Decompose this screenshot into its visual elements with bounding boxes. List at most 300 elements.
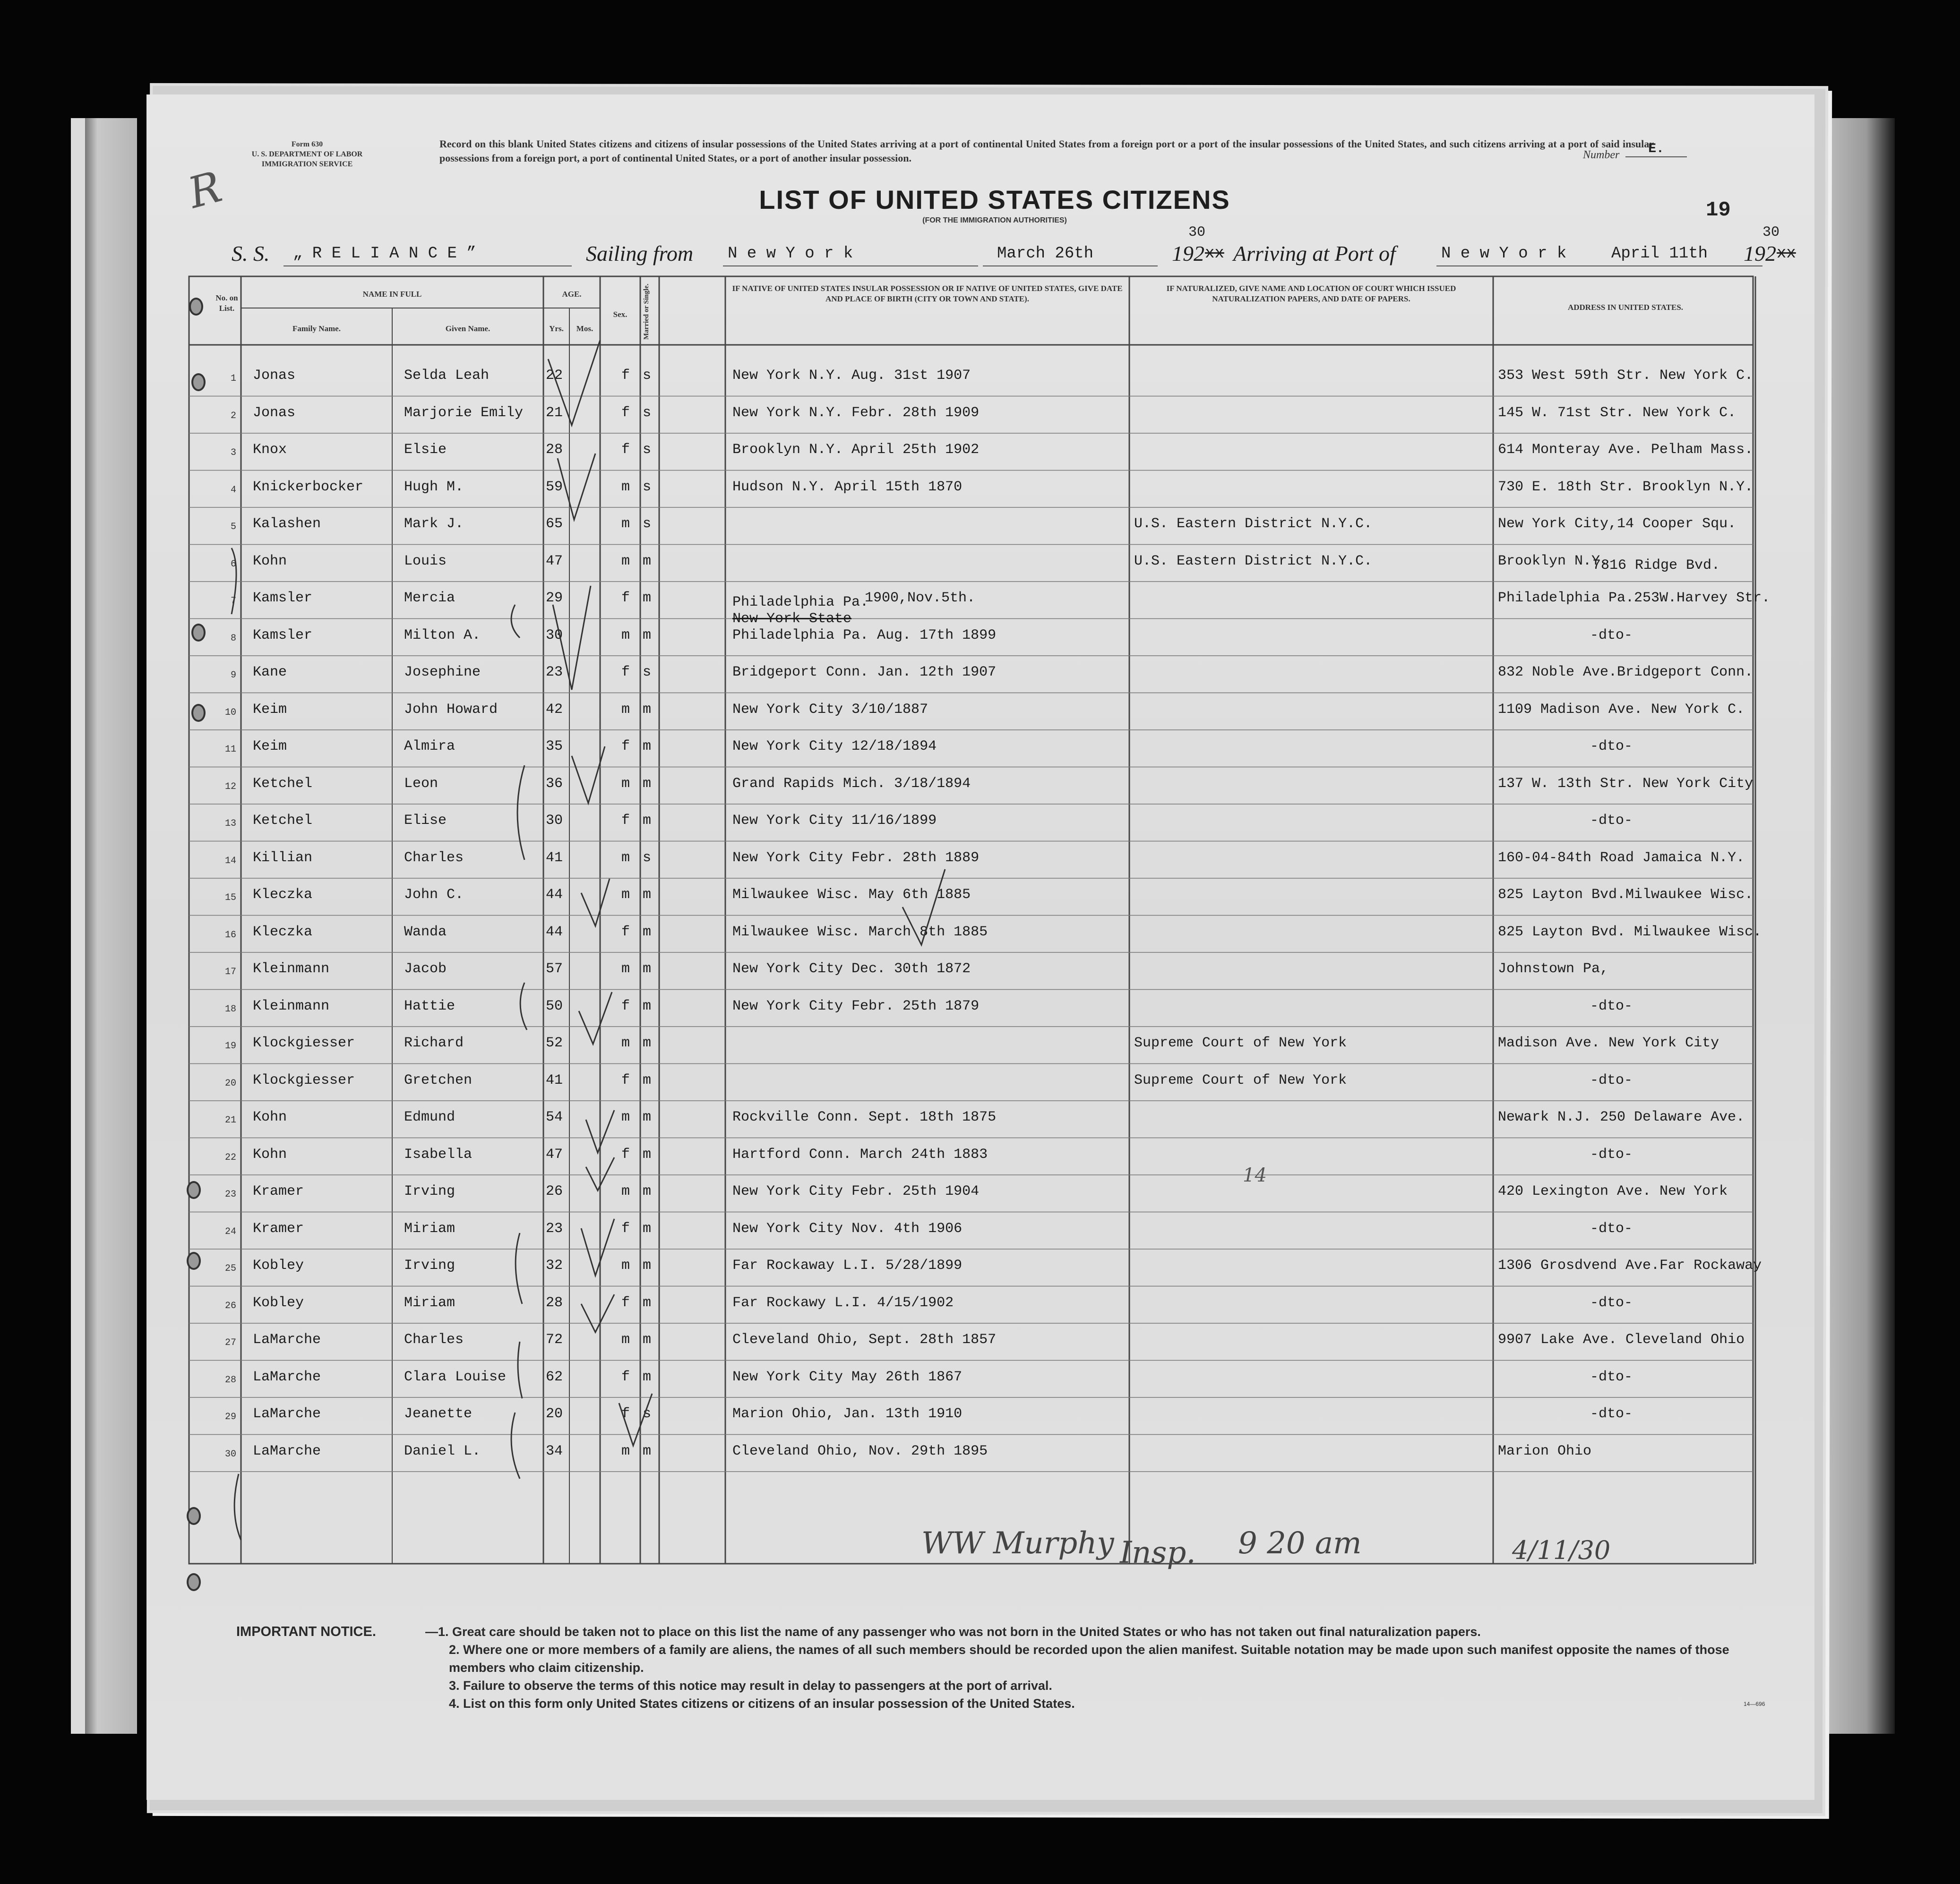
passenger-address: Madison Ave. New York City (1498, 1035, 1719, 1051)
passenger-marital-status: m (643, 627, 652, 643)
passenger-age: 21 (546, 404, 563, 421)
passenger-birth: New York City Nov. 4th 1906 (732, 1220, 963, 1237)
passenger-marital-status: s (643, 1406, 652, 1422)
passenger-marital-status: m (643, 961, 652, 977)
passenger-birth: Milwaukee Wisc. March 8th 1885 (732, 924, 988, 940)
notice-item-2: 2. Where one or more members of a family are aliens, the names of all such members should be recorded upon the alien manifest. Suitable notation may be made upon such manifest opposite the names of those members who claim citizenship. (449, 1643, 1729, 1675)
passenger-age: 62 (546, 1369, 563, 1385)
passenger-family-name: Kamsler (253, 627, 313, 643)
passenger-given-name: Milton A. (404, 627, 481, 643)
passenger-marital-status: m (643, 1183, 652, 1199)
passenger-given-name: Leon (404, 775, 438, 792)
passenger-age: 28 (546, 1294, 563, 1311)
passenger-family-name: Keim (253, 738, 287, 754)
passenger-age: 41 (546, 1072, 563, 1088)
passenger-sex: f (621, 1072, 630, 1088)
passenger-given-name: Richard (404, 1035, 464, 1051)
passenger-age: 36 (546, 775, 563, 792)
passenger-given-name: Mercia (404, 590, 456, 606)
passenger-sex: m (621, 479, 630, 495)
passenger-age: 57 (546, 961, 563, 977)
passenger-birth: Far Rockawy L.I. 4/15/1902 (732, 1294, 954, 1311)
passenger-marital-status: m (643, 998, 652, 1014)
binding-hole (191, 373, 206, 391)
passenger-sex: m (621, 1035, 630, 1051)
passenger-address: -dto- (1590, 1072, 1633, 1088)
passenger-address: Johnstown Pa, (1498, 961, 1609, 977)
col-header-birth: IF NATIVE OF UNITED STATES INSULAR POSSESSION OR IF NATIVE OF UNITED STATES, GIVE DATE AND PLACE OF BIRTH (CITY OR TOWN AND STATE). (732, 284, 1123, 303)
passenger-age: 42 (546, 701, 563, 718)
sailing-year-struck: xx (1205, 245, 1224, 263)
row-number: 27 (224, 1337, 236, 1348)
passenger-age: 23 (546, 664, 563, 680)
passenger-sex: m (621, 961, 630, 977)
row-number: 17 (224, 967, 236, 977)
row-number: 4 (230, 484, 236, 496)
passenger-naturalization-court: U.S. Eastern District N.Y.C. (1134, 516, 1373, 532)
passenger-sex: f (621, 664, 630, 680)
row-number: 25 (224, 1263, 236, 1274)
passenger-marital-status: m (643, 590, 652, 606)
passenger-given-name: Clara Louise (404, 1369, 507, 1385)
passenger-marital-status: m (643, 887, 652, 903)
arriving-year-correction: 30 (1762, 224, 1780, 240)
passenger-marital-status: s (643, 368, 652, 384)
passenger-address: Marion Ohio (1498, 1443, 1592, 1459)
row-number: 10 (224, 707, 236, 718)
passenger-birth: New York City 3/10/1887 (732, 701, 928, 718)
passenger-birth: Grand Rapids Mich. 3/18/1894 (732, 775, 971, 792)
col-header-name-in-full: NAME IN FULL (362, 290, 422, 299)
passenger-sex: m (621, 627, 630, 643)
passenger-naturalization-court: Supreme Court of New York (1134, 1072, 1347, 1088)
passenger-marital-status: m (643, 1220, 652, 1237)
passenger-sex: f (621, 442, 630, 458)
passenger-address: 353 West 59th Str. New York C. (1498, 368, 1754, 384)
row-number: 24 (224, 1226, 236, 1237)
arriving-date: April 11th (1611, 245, 1708, 263)
passenger-marital-status: m (643, 775, 652, 792)
passenger-given-name: Mark J. (404, 516, 464, 532)
passenger-given-name: Jeanette (404, 1406, 473, 1422)
sailing-date: March 26th (997, 245, 1094, 263)
row-number: 5 (230, 522, 236, 532)
passenger-family-name: Kleinmann (253, 998, 330, 1014)
row-number: 29 (224, 1412, 236, 1422)
passenger-marital-status: m (643, 701, 652, 718)
passenger-birth: Marion Ohio, Jan. 13th 1910 (732, 1406, 963, 1422)
row-number: 18 (224, 1003, 236, 1015)
passenger-family-name: Kramer (253, 1220, 304, 1237)
row-number: 26 (224, 1300, 236, 1311)
arriving-label: Arriving at Port of (1233, 241, 1396, 265)
row-number: 13 (224, 818, 236, 829)
passenger-address: -dto- (1590, 1406, 1633, 1422)
row-number: 19 (224, 1041, 236, 1052)
arriving-year-struck: xx (1777, 245, 1796, 263)
row-number: 21 (224, 1115, 236, 1126)
passenger-sex: f (621, 998, 630, 1014)
passenger-birth: New York City Dec. 30th 1872 (732, 961, 971, 977)
passenger-age: 44 (546, 924, 563, 940)
row-number: 16 (224, 929, 236, 941)
col-header-married-single: Married or Single. (643, 283, 650, 340)
row-number: 6 (230, 558, 236, 570)
row-number: 14 (224, 855, 236, 866)
passenger-birth: Cleveland Ohio, Sept. 28th 1857 (732, 1332, 997, 1348)
passenger-address: 145 W. 71st Str. New York C. (1498, 404, 1736, 421)
passenger-given-name: John Howard (404, 701, 498, 718)
passenger-sex: m (621, 1258, 630, 1274)
passenger-family-name: Klockgiesser (253, 1035, 355, 1051)
page-number: 19 (1706, 198, 1731, 222)
passenger-family-name: LaMarche (253, 1406, 321, 1422)
passenger-birth: Milwaukee Wisc. May 6th 1885 (732, 887, 971, 903)
binding-hole (187, 1507, 201, 1525)
passenger-birth: 1900,Nov.5th. (865, 590, 976, 606)
passenger-sex: f (621, 738, 630, 754)
binding-hole (187, 1252, 201, 1270)
col-header-sex: Sex. (613, 310, 628, 319)
passenger-sex: f (621, 1146, 630, 1163)
passenger-family-name: Kobley (253, 1294, 304, 1311)
row-number: 12 (224, 781, 236, 792)
passenger-age: 47 (546, 553, 563, 569)
passenger-birth: New York City 12/18/1894 (732, 738, 937, 754)
col-header-family-name: Family Name. (292, 324, 341, 333)
row-number: 28 (224, 1374, 236, 1386)
passenger-family-name: Jonas (253, 404, 296, 421)
passenger-given-name: Gretchen (404, 1072, 473, 1088)
row-number: 1 (230, 373, 236, 384)
passenger-birth: Philadelphia Pa. Aug. 17th 1899 (732, 627, 997, 643)
passenger-address: Brooklyn N.Y. (1498, 553, 1609, 569)
passenger-given-name: Miriam (404, 1294, 456, 1311)
passenger-marital-status: s (643, 849, 652, 866)
passenger-address: 137 W. 13th Str. New York City (1498, 775, 1754, 792)
passenger-address: 9907 Lake Ave. Cleveland Ohio (1498, 1332, 1745, 1348)
row-number: 15 (224, 892, 236, 903)
passenger-given-name: Edmund (404, 1109, 456, 1125)
adjacent-page-right (1824, 118, 1895, 1734)
service-name: IMMIGRATION SERVICE (261, 160, 353, 168)
passenger-marital-status: m (643, 813, 652, 829)
row-number: 7 (230, 596, 236, 607)
col-header-naturalized: IF NATURALIZED, GIVE NAME AND LOCATION OF COURT WHICH ISSUED NATURALIZATION PAPERS, AND DATE OF PAPERS. (1166, 284, 1456, 303)
passenger-naturalization-court: Supreme Court of New York (1134, 1035, 1347, 1051)
passenger-age: 30 (546, 627, 563, 643)
passenger-marital-status: m (643, 1443, 652, 1459)
passenger-given-name: John C. (404, 887, 464, 903)
passenger-birth: New York City Febr. 25th 1904 (732, 1183, 980, 1199)
manifest-page (146, 94, 1814, 1800)
passenger-family-name: Kane (253, 664, 287, 680)
passenger-family-name: Knox (253, 442, 287, 458)
col-header-yrs: Yrs. (549, 324, 564, 333)
passenger-age: 65 (546, 516, 563, 532)
passenger-marital-status: m (643, 924, 652, 940)
passenger-address: -dto- (1590, 1146, 1633, 1163)
passenger-birth: Hudson N.Y. April 15th 1870 (732, 479, 963, 495)
passenger-address: -dto- (1590, 627, 1633, 643)
passenger-given-name: Marjorie Emily (404, 404, 524, 421)
passenger-family-name: LaMarche (253, 1369, 321, 1385)
row-number: 30 (224, 1448, 236, 1460)
adjacent-page-left (71, 118, 137, 1734)
passenger-age: 41 (546, 849, 563, 866)
passenger-family-name: Kalashen (253, 516, 321, 532)
ss-label: S. S. (232, 241, 270, 265)
passenger-marital-status: s (643, 516, 652, 532)
passenger-family-name: Kamsler (253, 590, 313, 606)
passenger-marital-status: s (643, 479, 652, 495)
passenger-marital-status: s (643, 442, 652, 458)
passenger-given-name: Elsie (404, 442, 447, 458)
passenger-age: 35 (546, 738, 563, 754)
passenger-age: 72 (546, 1332, 563, 1348)
passenger-marital-status: m (643, 1109, 652, 1125)
passenger-given-name: Irving (404, 1183, 456, 1199)
passenger-address: 730 E. 18th Str. Brooklyn N.Y. (1498, 479, 1754, 495)
passenger-sex: f (621, 813, 630, 829)
passenger-family-name: Kohn (253, 553, 287, 569)
row-number: 20 (224, 1078, 236, 1089)
passenger-age: 28 (546, 442, 563, 458)
passenger-birth: New York N.Y. Febr. 28th 1909 (732, 404, 980, 421)
passenger-marital-status: s (643, 664, 652, 680)
passenger-family-name: Kohn (253, 1146, 287, 1163)
passenger-sex: m (621, 887, 630, 903)
passenger-birth: Bridgeport Conn. Jan. 12th 1907 (732, 664, 997, 680)
passenger-sex: f (621, 368, 630, 384)
notice-item-1: —1. Great care should be taken not to place on this list the name of any passenger who was not born in the United States or who has not taken out final naturalization papers. (425, 1625, 1481, 1639)
passenger-family-name: Kleczka (253, 924, 313, 940)
number-label: Number (1583, 149, 1620, 161)
passenger-family-name: Klockgiesser (253, 1072, 355, 1088)
row-number: 23 (224, 1189, 236, 1200)
passenger-age: 34 (546, 1443, 563, 1459)
passenger-family-name: LaMarche (253, 1332, 321, 1348)
passenger-address: 825 Layton Bvd.Milwaukee Wisc. (1498, 887, 1754, 903)
passenger-sex: m (621, 849, 630, 866)
passenger-address: -dto- (1590, 998, 1633, 1014)
passenger-given-name: Charles (404, 849, 464, 866)
binding-hole (187, 1181, 201, 1199)
signature-time: 9 20 am (1238, 1526, 1362, 1561)
row-number: 11 (224, 744, 236, 755)
passenger-sex: m (621, 701, 630, 718)
passenger-family-name: Kleczka (253, 887, 313, 903)
passenger-given-name: Selda Leah (404, 368, 490, 384)
passenger-address: 420 Lexington Ave. New York (1498, 1183, 1728, 1199)
number-value: E. (1625, 142, 1687, 157)
passenger-family-name: Killian (253, 849, 313, 866)
form-instructions: Record on this blank United States citizens and citizens of insular possessions of the United States arriving at a port of continental United States from a foreign port or a port of the insular possessions of the United States, and such citizens arriving at a port of said insular possessions from a foreign port, a port of continental United States, or a port of another insular possession. (439, 138, 1654, 164)
passenger-age: 59 (546, 479, 563, 495)
passenger-given-name: Wanda (404, 924, 447, 940)
notice-heading: IMPORTANT NOTICE. (236, 1624, 376, 1639)
passenger-age: 26 (546, 1183, 563, 1199)
passenger-sex: m (621, 553, 630, 569)
passenger-marital-status: m (643, 1369, 652, 1385)
col-header-no: No. on List. (215, 293, 238, 313)
department-name: U. S. DEPARTMENT OF LABOR (251, 150, 363, 158)
passenger-age: 32 (546, 1258, 563, 1274)
passenger-birth: New York City Febr. 28th 1889 (732, 849, 980, 866)
sailing-year-correction: 30 (1188, 224, 1206, 240)
page-subtitle: (FOR THE IMMIGRATION AUTHORITIES) (922, 216, 1067, 224)
passenger-age: 50 (546, 998, 563, 1014)
sailing-port: N e w Y o r k (728, 245, 853, 263)
passenger-family-name: Kramer (253, 1183, 304, 1199)
passenger-address: 160-04-84th Road Jamaica N.Y. (1498, 849, 1745, 866)
signature-insp: Insp. (1120, 1535, 1196, 1570)
passenger-sex: f (621, 590, 630, 606)
passenger-address: -dto- (1590, 813, 1633, 829)
passenger-birth: New York City May 26th 1867 (732, 1369, 963, 1385)
passenger-age: 30 (546, 813, 563, 829)
notice-item-4: 4. List on this form only United States citizens or citizens of an insular possession of the United States. (449, 1696, 1075, 1711)
passenger-birth: Brooklyn N.Y. April 25th 1902 (732, 442, 980, 458)
passenger-birth: Far Rockaway L.I. 5/28/1899 (732, 1258, 963, 1274)
passenger-sex: f (621, 924, 630, 940)
row7-birth-struck: New York State (732, 611, 852, 627)
margin-handwritten-mark: R (183, 162, 227, 218)
passenger-marital-status: m (643, 1332, 652, 1348)
passenger-given-name: Elise (404, 813, 447, 829)
passenger-given-name: Jacob (404, 961, 447, 977)
passenger-age: 52 (546, 1035, 563, 1051)
passenger-sex: m (621, 1109, 630, 1125)
passenger-address: New York City,14 Cooper Squ. (1498, 516, 1736, 532)
passenger-birth: Hartford Conn. March 24th 1883 (732, 1146, 988, 1163)
passenger-marital-status: s (643, 404, 652, 421)
binding-hole (189, 298, 203, 316)
passenger-marital-status: m (643, 1146, 652, 1163)
col-header-age: AGE. (562, 290, 582, 299)
passenger-age: 23 (546, 1220, 563, 1237)
passenger-birth: Rockville Conn. Sept. 18th 1875 (732, 1109, 997, 1125)
passenger-marital-status: m (643, 738, 652, 754)
binding-hole (191, 624, 206, 642)
passenger-marital-status: m (643, 1294, 652, 1311)
passenger-given-name: Almira (404, 738, 456, 754)
passenger-address: 825 Layton Bvd. Milwaukee Wisc. (1498, 924, 1762, 940)
row-number: 2 (230, 410, 236, 421)
sailing-year-prefix: 192 (1172, 241, 1204, 265)
page-title: LIST OF UNITED STATES CITIZENS (759, 185, 1230, 214)
passenger-birth: Cleveland Ohio, Nov. 29th 1895 (732, 1443, 988, 1459)
print-code: 14—696 (1744, 1701, 1765, 1707)
passenger-age: 29 (546, 590, 563, 606)
passenger-family-name: Knickerbocker (253, 479, 364, 495)
passenger-birth: New York City Febr. 25th 1879 (732, 998, 980, 1014)
notice-item-3: 3. Failure to observe the terms of this notice may result in delay to passengers at the port of arrival. (449, 1678, 1052, 1693)
row6-address-extra: 7816 Ridge Bvd. (1592, 557, 1720, 574)
passenger-family-name: Kobley (253, 1258, 304, 1274)
court-handwritten-mark: 14 (1243, 1165, 1267, 1186)
passenger-marital-status: m (643, 1258, 652, 1274)
passenger-family-name: Kleinmann (253, 961, 330, 977)
row-number: 22 (224, 1152, 236, 1163)
passenger-age: 22 (546, 368, 563, 384)
passenger-address: 1109 Madison Ave. New York C. (1498, 701, 1745, 718)
passenger-address: -dto- (1590, 1220, 1633, 1237)
row7-birth-correction: Philadelphia Pa. (732, 594, 869, 610)
passenger-given-name: Daniel L. (404, 1443, 481, 1459)
passenger-family-name: Jonas (253, 368, 296, 384)
passenger-given-name: Isabella (404, 1146, 473, 1163)
passenger-given-name: Hattie (404, 998, 456, 1014)
passenger-birth: New York City 11/16/1899 (732, 813, 937, 829)
passenger-given-name: Miriam (404, 1220, 456, 1237)
ship-name: „ R E L I A N C E ” (293, 245, 476, 263)
passenger-address: 832 Noble Ave.Bridgeport Conn. (1498, 664, 1754, 680)
form-number: Form 630 (291, 140, 323, 148)
passenger-naturalization-court: U.S. Eastern District N.Y.C. (1134, 553, 1373, 569)
passenger-sex: m (621, 775, 630, 792)
signature-name: WW Murphy (921, 1526, 1114, 1561)
passenger-sex: m (621, 1332, 630, 1348)
passenger-sex: m (621, 1443, 630, 1459)
passenger-birth: New York N.Y. Aug. 31st 1907 (732, 368, 971, 384)
passenger-age: 47 (546, 1146, 563, 1163)
passenger-given-name: Louis (404, 553, 447, 569)
passenger-family-name: LaMarche (253, 1443, 321, 1459)
sailing-label: Sailing from (586, 241, 694, 265)
passenger-family-name: Ketchel (253, 813, 313, 829)
passenger-marital-status: m (643, 553, 652, 569)
row-number: 3 (230, 447, 236, 458)
passenger-age: 20 (546, 1406, 563, 1422)
passenger-marital-status: m (643, 1072, 652, 1088)
passenger-address: Philadelphia Pa.253W.Harvey Str. (1498, 590, 1771, 606)
passenger-given-name: Charles (404, 1332, 464, 1348)
col-header-given-name: Given Name. (445, 324, 490, 333)
passenger-family-name: Ketchel (253, 775, 313, 792)
passenger-address: 614 Monteray Ave. Pelham Mass. (1498, 442, 1754, 458)
passenger-family-name: Keim (253, 701, 287, 718)
passenger-age: 44 (546, 887, 563, 903)
inspector-signature (903, 1512, 1611, 1606)
passenger-sex: f (621, 1294, 630, 1311)
passenger-age: 54 (546, 1109, 563, 1125)
binding-hole (191, 704, 206, 722)
passenger-sex: m (621, 516, 630, 532)
passenger-sex: m (621, 1183, 630, 1199)
signature-date: 4/11/30 (1512, 1535, 1611, 1565)
passenger-family-name: Kohn (253, 1109, 287, 1125)
col-header-mos: Mos. (576, 324, 593, 333)
passenger-address: Newark N.J. 250 Delaware Ave. (1498, 1109, 1745, 1125)
row-number: 9 (230, 670, 236, 681)
passenger-sex: f (621, 404, 630, 421)
passenger-address: -dto- (1590, 1369, 1633, 1385)
passenger-address: 1306 Grosdvend Ave.Far Rockaway (1498, 1258, 1762, 1274)
passenger-given-name: Hugh M. (404, 479, 464, 495)
passenger-sex: f (621, 1406, 630, 1422)
binding-hole (187, 1573, 201, 1591)
passenger-marital-status: m (643, 1035, 652, 1051)
col-header-address: ADDRESS IN UNITED STATES. (1567, 303, 1684, 312)
passenger-given-name: Irving (404, 1258, 456, 1274)
passenger-given-name: Josephine (404, 664, 481, 680)
arriving-port: N e w Y o r k (1441, 245, 1567, 263)
passenger-address: -dto- (1590, 1294, 1633, 1311)
passenger-sex: f (621, 1220, 630, 1237)
passenger-address: -dto- (1590, 738, 1633, 754)
passenger-sex: f (621, 1369, 630, 1385)
